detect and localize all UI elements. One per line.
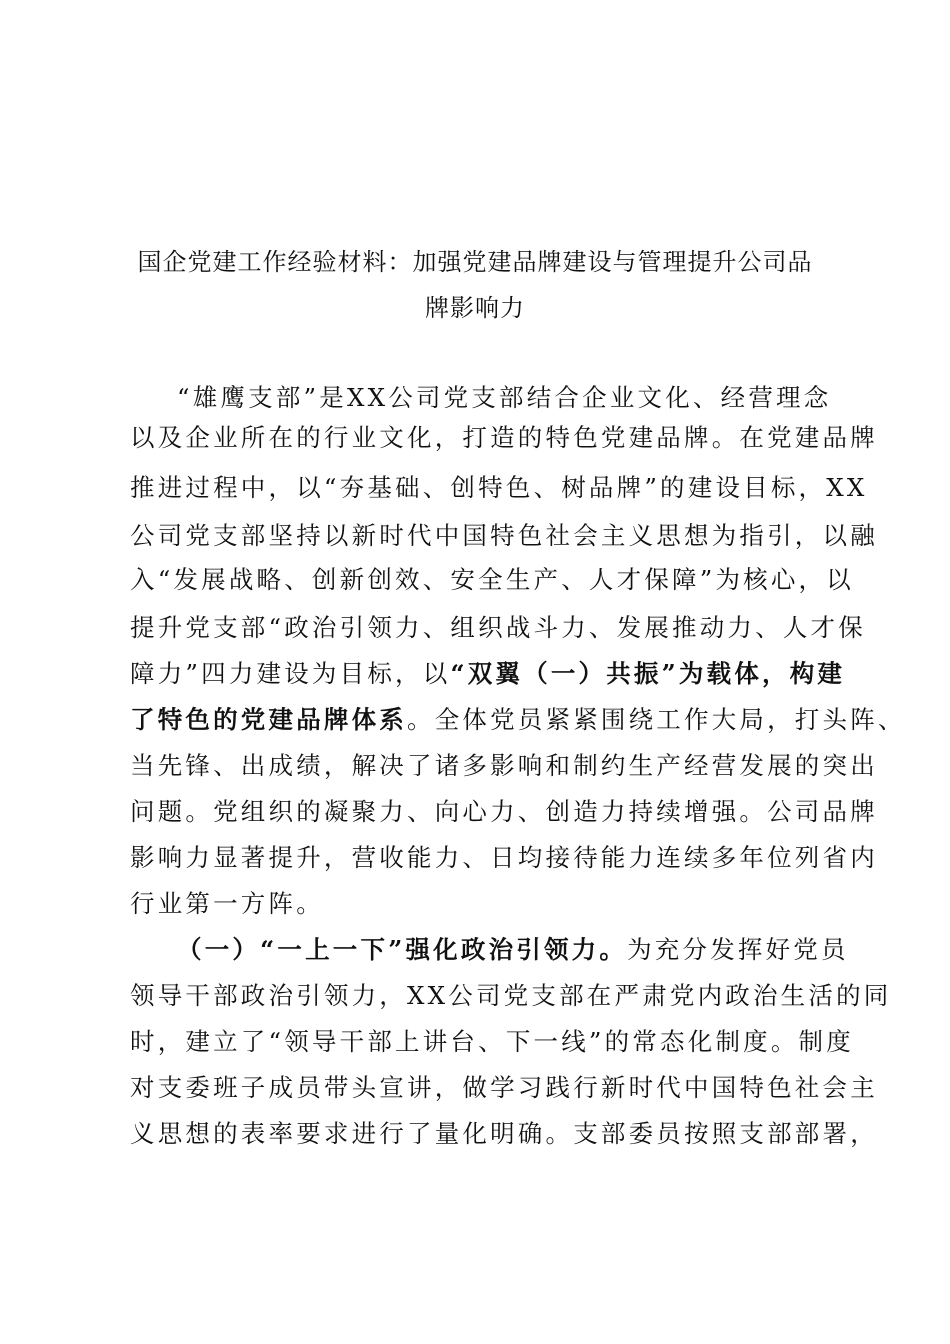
paragraph-1-line-3: 推进过程中，以“夯基础、创特色、树品牌”的建设目标，XX (130, 473, 868, 502)
paragraph-1-line-7-normal: 障力”四力建设为目标，以 (130, 659, 451, 688)
document-title-line-1: 国企党建工作经验材料：加强党建品牌建设与管理提升公司品 (137, 248, 813, 276)
paragraph-2-line-2: 领导干部政治引领力，XX公司党支部在严肃党内政治生活的同 (130, 981, 892, 1010)
paragraph-1-line-7 (130, 654, 845, 694)
paragraph-1-line-2: 以及企业所在的行业文化，打造的特色党建品牌。在党建品牌 (130, 423, 878, 452)
paragraph-2-line-5: 义思想的表率要求进行了量化明确。支部委员按照支部部署， (130, 1119, 878, 1148)
paragraph-1-line-9: 当先锋、出成绩，解决了诸多影响和制约生产经营发展的突出 (130, 751, 878, 780)
paragraph-1-line-8-bold: 了特色的党建品牌体系 (130, 705, 407, 734)
paragraph-1-line-11: 影响力显著提升，营收能力、日均接待能力连续多年位列省内 (130, 843, 878, 872)
paragraph-1-line-12: 行业第一方阵。 (130, 889, 324, 918)
paragraph-1-line-7-bold: “双翼（一）共振”为载体，构建 (450, 659, 846, 688)
paragraph-2-line-3: 时，建立了“领导干部上讲台、下一线”的常态化制度。制度 (130, 1027, 854, 1056)
section-heading: （一）“一上一下”强化政治引领力。 (177, 935, 628, 964)
paragraph-2-line-1 (177, 930, 849, 970)
paragraph-1-line-8 (130, 700, 906, 740)
paragraph-1-line-6: 提升党支部“政治引领力、组织战斗力、发展推动力、人才保 (130, 613, 866, 642)
paragraph-2-line-4: 对支委班子成员带头宣讲，做学习践行新时代中国特色社会主 (130, 1073, 878, 1102)
document-title-line-2: 牌影响力 (425, 294, 525, 322)
paragraph-1-line-5: 入“发展战略、创新创效、安全生产、人才保障”为核心，以 (130, 565, 854, 594)
paragraph-2-line-1-normal: 为充分发挥好党员 (627, 935, 849, 964)
paragraph-1-line-10: 问题。党组织的凝聚力、向心力、创造力持续增强。公司品牌 (130, 797, 878, 826)
paragraph-1-line-8-normal: 。全体党员紧紧围绕工作大局，打头阵、 (407, 705, 906, 734)
paragraph-1-line-1: “雄鹰支部”是XX公司党支部结合企业文化、经营理念 (177, 383, 832, 412)
paragraph-1-line-4: 公司党支部坚持以新时代中国特色社会主义思想为指引，以融 (130, 521, 878, 550)
